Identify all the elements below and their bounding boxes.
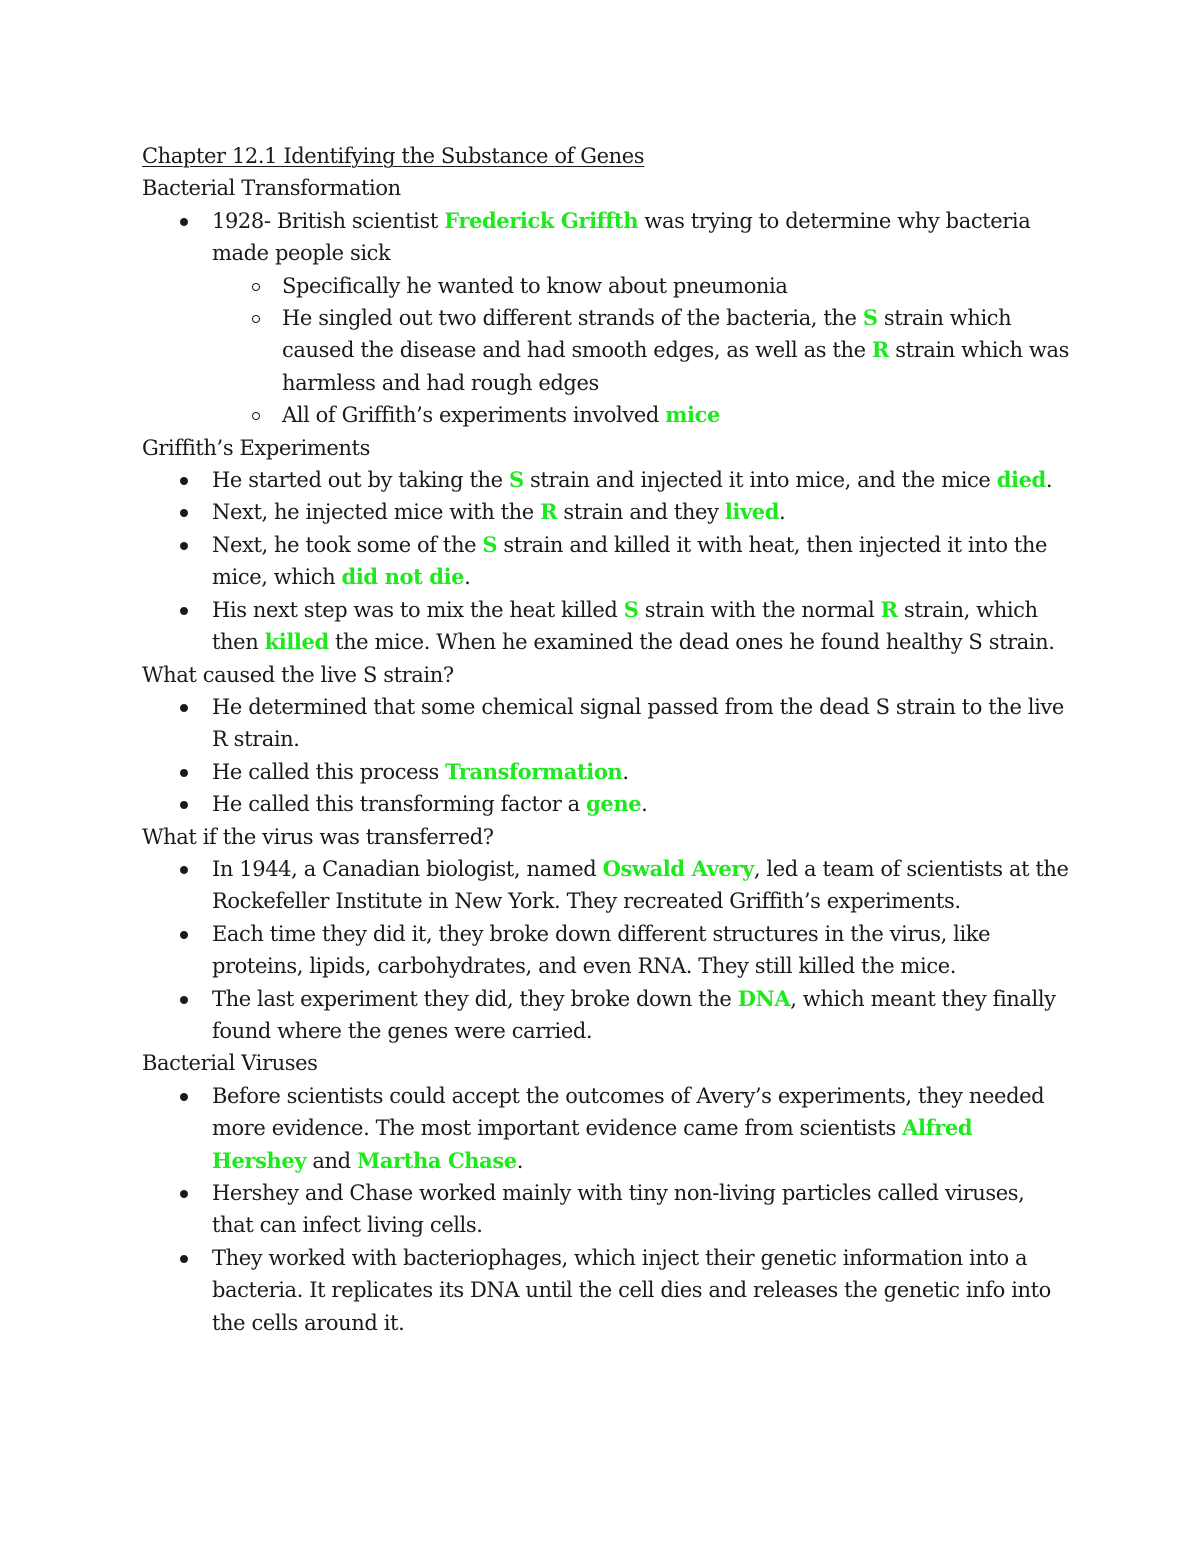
- bullet-item: [142, 756, 1072, 788]
- document-title: Chapter 12.1 Identifying the Substance of Genes: [142, 144, 645, 168]
- text-run: strain and injected it into mice, and the mice: [523, 468, 997, 493]
- text-run: He called this transforming factor a: [212, 792, 587, 817]
- highlighted-term: R: [871, 337, 889, 363]
- bullet-item: [142, 918, 1072, 983]
- text-run: .: [641, 792, 648, 817]
- highlighted-term: Martha Chase: [356, 1147, 517, 1173]
- highlighted-term: Alfred Hershey: [212, 1115, 973, 1173]
- bullet-item: [142, 983, 1072, 1048]
- bullet-item: [142, 594, 1072, 659]
- text-run: He singled out two different strands of the bacteria, the: [282, 306, 863, 331]
- text-run: strain which caused the disease and had smooth edges, as well as the: [282, 306, 1012, 363]
- bullet-list: [142, 691, 1072, 821]
- bullet-item: [142, 1080, 1072, 1177]
- highlighted-term: lived: [724, 499, 780, 525]
- highlighted-term: S: [862, 305, 878, 331]
- text-run: Hershey and Chase worked mainly with tiny non-living particles called viruses, that can infect living cells.: [212, 1181, 1025, 1238]
- text-run: strain with the normal: [638, 597, 881, 622]
- text-run: .: [622, 759, 629, 784]
- highlighted-term: R: [540, 499, 558, 525]
- document-page: [142, 140, 1072, 1339]
- text-run: 1928- British scientist: [212, 208, 445, 233]
- sub-bullet-list: [212, 270, 1072, 432]
- text-run: His next step was to mix the heat killed: [212, 597, 624, 622]
- section-heading: Bacterial Viruses: [142, 1051, 318, 1076]
- highlighted-term: mice: [665, 402, 720, 428]
- text-run: strain and they: [557, 500, 725, 525]
- section-heading: Griffith’s Experiments: [142, 435, 370, 460]
- highlighted-term: Oswald Avery: [602, 855, 754, 881]
- bullet-item: [142, 1177, 1072, 1242]
- highlighted-term: Transformation: [445, 758, 623, 784]
- text-run: They worked with bacteriophages, which inject their genetic information into a bacteria. It replicates its DNA until the cell dies and releases the genetic info into the cells around it.: [212, 1245, 1051, 1335]
- text-run: He called this process: [212, 759, 446, 784]
- sub-bullet-item: [212, 302, 1072, 399]
- bullet-item: [142, 496, 1072, 528]
- text-run: strain and killed it with heat, then injected it into the mice, which: [212, 532, 1048, 590]
- text-run: strain, which then: [212, 597, 1038, 655]
- bullet-list: [142, 1080, 1072, 1339]
- bullet-item: [142, 529, 1072, 594]
- bullet-item: [142, 691, 1072, 756]
- text-run: .: [779, 500, 786, 525]
- bullet-item: [142, 853, 1072, 918]
- text-run: was trying to determine why bacteria made people sick: [212, 208, 1031, 266]
- sub-bullet-item: [212, 399, 1072, 431]
- highlighted-term: did not die: [341, 564, 465, 590]
- highlighted-term: S: [482, 531, 498, 557]
- highlighted-term: Frederick Griffth: [444, 207, 639, 233]
- highlighted-term: S: [623, 596, 639, 622]
- text-run: All of Griffith’s experiments involved: [282, 403, 666, 428]
- text-run: and: [306, 1148, 357, 1173]
- document-body: [142, 172, 1072, 1339]
- text-run: , led a team of scientists at the Rockefeller Institute in New York. They recreated Griffith’s experiments.: [212, 856, 1069, 914]
- highlighted-term: DNA: [737, 985, 791, 1011]
- bullet-item: [142, 1242, 1072, 1339]
- highlighted-term: gene: [586, 791, 642, 817]
- bullet-item: [142, 788, 1072, 820]
- highlighted-term: S: [508, 467, 524, 493]
- text-run: .: [516, 1148, 524, 1173]
- highlighted-term: killed: [264, 629, 329, 655]
- text-run: , which meant they finally found where the genes were carried.: [212, 986, 1056, 1043]
- highlighted-term: died: [996, 467, 1046, 493]
- bullet-list: [142, 464, 1072, 658]
- text-run: Before scientists could accept the outcomes of Avery’s experiments, they needed more evidence. The most important evidence came from scientists: [212, 1083, 1045, 1141]
- text-run: the mice. When he examined the dead ones he found healthy S strain.: [328, 630, 1055, 655]
- text-run: The last experiment they did, they broke down the: [212, 986, 738, 1011]
- text-run: Each time they did it, they broke down different structures in the virus, like proteins, lipids, carbohydrates, and even RNA. They still killed the mice.: [212, 921, 991, 979]
- text-run: Next, he took some of the: [212, 532, 483, 557]
- text-run: strain which was harmless and had rough edges: [282, 338, 1069, 395]
- text-run: He determined that some chemical signal passed from the dead S strain to the live R strain.: [212, 694, 1064, 752]
- section-heading: What if the virus was transferred?: [142, 824, 494, 849]
- text-run: In 1944, a Canadian biologist, named: [212, 856, 603, 881]
- text-run: .: [1045, 468, 1053, 493]
- text-run: Next, he injected mice with the: [212, 500, 541, 525]
- bullet-item: [142, 464, 1072, 496]
- highlighted-term: R: [880, 596, 898, 622]
- bullet-item: [142, 205, 1072, 432]
- section-heading: Bacterial Transformation: [142, 176, 401, 201]
- bullet-list: [142, 205, 1072, 432]
- text-run: He started out by taking the: [212, 468, 509, 493]
- text-run: Specifically he wanted to know about pneumonia: [282, 273, 788, 298]
- section-heading: What caused the live S strain?: [142, 662, 454, 687]
- sub-bullet-item: [212, 270, 1072, 302]
- text-run: .: [464, 565, 471, 590]
- bullet-list: [142, 853, 1072, 1047]
